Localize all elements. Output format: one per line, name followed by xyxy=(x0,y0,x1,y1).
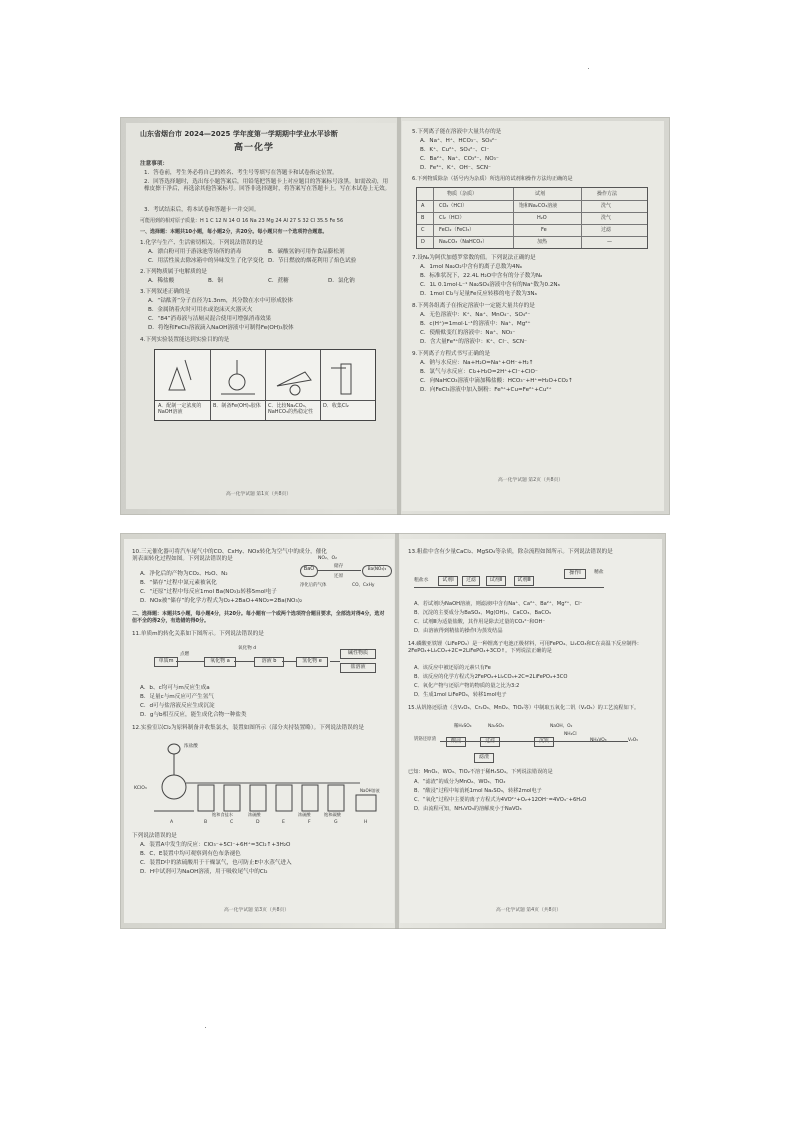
option: D．H中试剂可为NaOH溶液，用于吸收尾气中的Cl₂ xyxy=(140,869,268,875)
option: C．用活性炭去除冰箱中的异味发生了化学变化 xyxy=(148,258,264,264)
option: B．该反应的化学方程式为2FePO₄+Li₂CO₃+2C=2LiFePO₄+3CO xyxy=(414,674,568,680)
exam-photo-bottom xyxy=(120,533,666,929)
option: B．铜 xyxy=(208,278,224,284)
page-footer: 高一化学试题 第4页（共8页） xyxy=(496,908,562,913)
apparatus-label: 饱和碳酸 xyxy=(324,812,341,817)
apparatus-label: KClO₃ xyxy=(134,786,147,791)
flow-node xyxy=(480,737,500,747)
table-cell: A xyxy=(421,203,425,209)
question-stem: 9.下列离子方程式书写正确的是 xyxy=(412,351,491,357)
diagram-label: 净化后的气体 xyxy=(300,583,327,588)
option: A．净化后的产物为CO₂、H₂O、N₂ xyxy=(140,571,228,577)
scan-speck xyxy=(205,1027,206,1028)
table-cell: 饱和Na₂CO₃溶液 xyxy=(519,203,558,209)
apparatus-label: 浓盐酸 xyxy=(184,744,198,749)
question-stem: 12.实验室以Cl₂为原料制备并收集氯水，装置如图所示（部分夹持装置略）。下列说法错误的是 xyxy=(132,725,364,731)
option: B．标准状况下，22.4L H₂O中含有的分子数为Nₐ xyxy=(420,273,543,279)
section-heading: 二、选择题：本题共5小题，每小题4分，共20分。每小题有一个或两个选项符合题目要求，全部选对得4分，选对但不全的得2分，有选错的得0分。 xyxy=(132,611,385,624)
flow-label: NH₄Cl xyxy=(564,732,577,737)
apparatus-label: NaOH溶液 xyxy=(360,788,380,793)
flow-label: 钒铬还原渣 xyxy=(414,737,436,742)
option: D．含大量Fe³⁺的溶液中：K⁺、Cl⁻、SCN⁻ xyxy=(420,339,528,345)
q12-apparatus-figure xyxy=(134,739,390,831)
question-stem: 10.三元催化器可将汽车尾气中的CO、CxHy、NOx转化为空气中的成分，催化剂表面转化过程如图。下列说法错误的是 xyxy=(132,549,327,562)
apparatus-letter: E xyxy=(282,820,285,825)
apparatus-letter: C xyxy=(230,820,234,825)
question-stem: 6.下列物质除杂（括号内为杂质）所选用的试剂和操作方法均正确的是 xyxy=(412,176,573,182)
flow-node: 过滤 xyxy=(462,576,480,586)
option: C．1L 0.1mol·L⁻¹ Na₂SO₄溶液中含有的Na⁺数为0.2Nₐ xyxy=(420,282,560,288)
option: B．沉淀的主要成分为BaSO₄、Mg(OH)₂、CaCO₃、BaCO₃ xyxy=(414,610,551,616)
option: A．装置A中发生的反应：ClO₃⁻+5Cl⁻+6H⁺=3Cl₂↑+3H₂O xyxy=(140,842,291,848)
table-cell: FeCl₂（FeCl₃） xyxy=(439,227,475,233)
question-stem: 8.下列各组离子在指定溶液中一定能大量共存的是 xyxy=(412,303,535,309)
option: A．1mol Na₂O₂中含有的离子总数为4Nₐ xyxy=(420,264,522,270)
option: D．Fe³⁺、K⁺、OH⁻、SCN⁻ xyxy=(420,165,492,171)
question-stem: 14.磷酸亚铁锂（LiFePO₄）是一种锂离子电池正极材料，可用FePO₄、Li₂CO₃和C在高温下反应制得：2FePO₄+Li₂CO₃+2C=2LiFePO₄+3CO↑。下列说法正确的是 xyxy=(408,641,642,654)
apparatus-letter: H xyxy=(364,820,368,825)
option: D．由流程可知，NH₄VO₃的溶解度小于NaVO₃ xyxy=(414,806,522,812)
q11-flow-diagram xyxy=(154,643,384,683)
diagram-label: NO₂、O₂ xyxy=(318,556,337,561)
option: A．b、c均可与m反应生成a xyxy=(140,685,210,691)
options-intro: 下列说法错误的是 xyxy=(132,833,177,839)
apparatus-label: 浓硫酸 xyxy=(298,812,311,817)
note-item: 1．答卷前，考生务必将自己的姓名、考生号等填写在答题卡和试卷指定位置。 xyxy=(144,170,338,176)
option: D．由溶液得到精盐的操作Ⅰ为蒸发结晶 xyxy=(414,628,503,634)
question-note: 已知：MnO₂、WO₃、TiO₂不溶于稀H₂SO₄。下列说法错误的是 xyxy=(408,769,553,775)
diagram-label: Ba(NO₃)₂ xyxy=(362,565,392,577)
flow-node: 试剂Ⅲ xyxy=(514,576,534,586)
option: C．蔗糖 xyxy=(268,278,289,284)
option: B．碳酸氢钠可用作食品膨松剂 xyxy=(268,249,345,255)
option: D．将饱和FeCl₃溶液滴入NaOH溶液中可制得Fe(OH)₃胶体 xyxy=(148,325,294,331)
flow-node: 溶液 b xyxy=(254,657,284,667)
question-stem: 13.粗盐中含有少量CaCl₂、MgSO₄等杂质，除杂流程如图所示。下列说法错误的是 xyxy=(408,549,613,555)
flow-node: 氢化物 e xyxy=(296,657,328,667)
q4-label: A．配制一定浓度的NaOH溶液 xyxy=(158,403,202,415)
table-cell: Na₂CO₃（NaHCO₃） xyxy=(439,239,488,245)
option: A．无色溶液中：K⁺、Na⁺、MnO₄⁻、SO₄²⁻ xyxy=(420,312,531,318)
flow-node: 操作Ⅰ xyxy=(564,569,586,579)
table-cell: 过滤 xyxy=(601,227,612,233)
option: C．试剂Ⅲ为适量盐酸，其作用是除去过量的CO₃²⁻和OH⁻ xyxy=(414,619,546,625)
q4-label: C．比较Na₂CO₃、NaHCO₃的热稳定性 xyxy=(268,403,313,415)
table-cell: C xyxy=(421,227,425,233)
option: D．1mol Cl₂与足量Fe反应转移的电子数为3Nₐ xyxy=(420,291,537,297)
q4-label: D．收集Cl₂ xyxy=(323,403,349,409)
page-footer: 高一化学试题 第2页（共8页） xyxy=(498,478,564,483)
option: C．d可与盐溶液反应生成沉淀 xyxy=(140,703,215,709)
section-heading: 一、选择题：本题共10小题，每小题2分，共20分。每小题只有一个选项符合题意。 xyxy=(140,229,328,235)
flow-label: NaOH、O₂ xyxy=(550,724,573,729)
table-cell: B xyxy=(421,215,425,221)
table-header: 物质（杂质） xyxy=(447,191,478,197)
question-stem: 3.下列叙述正确的是 xyxy=(140,289,191,295)
table-cell: Cl₂（HCl） xyxy=(439,215,465,221)
q6-table xyxy=(416,187,648,249)
flow-node xyxy=(446,737,466,747)
flow-label: 精盐 xyxy=(594,570,604,575)
diagram-label: CO、CxHy xyxy=(352,583,375,588)
diagram-label: 储存 xyxy=(334,564,344,569)
option: C．Ba²⁺、Na⁺、CO₃²⁻、NO₃⁻ xyxy=(420,156,499,162)
flow-node: 试剂Ⅰ xyxy=(438,576,458,586)
q4-label: B．制备Fe(OH)₃胶体 xyxy=(213,403,261,409)
option: A．若试剂Ⅰ为NaOH溶液，则滤液Ⅰ中含有Na⁺、Ca²⁺、Ba²⁺、Mg²⁺、Cl⁻ xyxy=(414,601,583,607)
apparatus-letter: G xyxy=(334,820,338,825)
option: D．生成1mol LiFePO₄，转移1mol电子 xyxy=(414,692,507,698)
exam-title: 高一化学 xyxy=(234,143,275,153)
option: B．足量c与m反应可产生氢气 xyxy=(140,694,214,700)
q13-flow-diagram xyxy=(414,565,650,599)
option: B．氯气与水反应：Cl₂+H₂O=2H⁺+Cl⁻+ClO⁻ xyxy=(420,369,538,375)
option: B．K⁺、Cu²⁺、SO₄²⁻、Cl⁻ xyxy=(420,147,490,153)
q4-apparatus-figure xyxy=(154,349,376,421)
flow-label: 点燃 xyxy=(180,652,190,657)
apparatus-drawings xyxy=(155,350,375,400)
note-item: 3．考试结束后，将本试卷和答题卡一并交回。 xyxy=(144,207,260,213)
page-gutter xyxy=(397,117,401,515)
flow-node: 滤渣 xyxy=(474,753,494,763)
flow-node: 单质m xyxy=(154,657,178,667)
table-cell: 洗气 xyxy=(601,215,612,221)
option: D．NOx被“储存”的化学方程式为O₂+2BaO+4NO₂=2Ba(NO₃)₂ xyxy=(140,598,303,604)
apparatus-label: 饱和食盐水 xyxy=(212,812,233,817)
exam-page-2 xyxy=(402,121,664,511)
apparatus-label: 浓硫酸 xyxy=(248,812,261,817)
question-stem: 2.下列物质属于电解质的是 xyxy=(140,269,207,275)
exam-page-3 xyxy=(124,539,394,923)
apparatus-letter: D xyxy=(256,820,260,825)
option: A．稀盐酸 xyxy=(148,278,175,284)
option: D．节日燃放的烟花利用了焰色试验 xyxy=(268,258,357,264)
option: A．钠与水反应：Na+H₂O=Na⁺+OH⁻+H₂↑ xyxy=(420,360,534,366)
option: C．“还原”过程中每反应1mol Ba(NO₃)₂转移5mol电子 xyxy=(140,589,277,595)
flow-label: 粗盐水 xyxy=(414,578,429,583)
question-stem: 15.从钒铬还原渣（含V₂O₃、Cr₂O₃、MnO₂、TiO₂等）中制取五氧化二钒（V₂O₅）的工艺流程如下。 xyxy=(408,705,640,711)
note-item: 2．回答选择题时，选出每小题答案后，用铅笔把答题卡上对应题目的答案标号涂黑。如需改动，用橡皮擦干净后，再选涂其他答案标号。回答非选择题时，将答案写在答题卡上。写在本试卷上无效。 xyxy=(144,179,391,192)
question-stem: 11.单质m的转化关系如下图所示。下列说法错误的是 xyxy=(132,631,264,637)
notes-heading: 注意事项： xyxy=(140,161,168,167)
page-footer: 高一化学试题 第3页（共8页） xyxy=(224,908,290,913)
option: A．Na⁺、H⁺、HCO₃⁻、SO₄²⁻ xyxy=(420,138,498,144)
q15-flow-diagram xyxy=(414,723,654,767)
table-cell: — xyxy=(607,239,612,245)
option: C．“氧化”过程中主要的离子方程式为4VO²⁺+O₂+12OH⁻=4VO₃⁻+6H₂O xyxy=(414,797,587,803)
option: B．c(H⁺)=1mol·L⁻¹的溶液中：Na⁺、Mg²⁺ xyxy=(420,321,531,327)
option: A．该反应中被还原的元素只有Fe xyxy=(414,665,491,671)
flow-node xyxy=(534,737,554,747)
scan-speck xyxy=(588,68,589,69)
table-cell: H₂O xyxy=(537,215,547,221)
table-cell: 加热 xyxy=(537,239,548,245)
option: C．装置D中的浓硫酸用于干燥氯气，也可防止E中水蒸气进入 xyxy=(140,860,292,866)
option: B．金属钠着火时可用水或泡沫灭火器灭火 xyxy=(148,307,253,313)
table-header: 操作方法 xyxy=(597,191,618,197)
table-cell: CO₂（HCl） xyxy=(439,203,468,209)
option: C．“84”消毒液与洁厕灵混合使用可增强消毒效果 xyxy=(148,316,272,322)
q10-diagram xyxy=(300,555,390,591)
option: B．“酸浸”过程中每消耗1mol Na₂SO₃，转移2mol电子 xyxy=(414,788,542,794)
apparatus-letter: B xyxy=(204,820,208,825)
exam-page-4 xyxy=(400,539,662,923)
apparatus-letter: F xyxy=(308,820,311,825)
flow-label: 氧化物 d xyxy=(238,646,257,651)
exam-header: 山东省烟台市 2024—2025 学年度第一学期期中学业水平诊断 xyxy=(140,130,338,138)
diagram-label: BaO xyxy=(300,565,318,577)
question-stem: 1.化学与生产、生活密切相关。下列说法错误的是 xyxy=(140,240,263,246)
atomic-masses: 可能用到的相对原子质量：H 1 C 12 N 14 O 16 Na 23 Mg 24 Al 27 S 32 Cl 35.5 Fe 56 xyxy=(140,218,344,224)
apparatus-letter: A xyxy=(170,820,174,825)
table-cell: Fe xyxy=(541,227,547,233)
option: B．C、E装置中均可观察到有色布条褪色 xyxy=(140,851,241,857)
option: D．氯化钠 xyxy=(328,278,355,284)
table-header: 试剂 xyxy=(535,191,546,197)
flow-label: 稀H₂SO₄ xyxy=(454,724,472,729)
option: C．向NaHCO₃溶液中滴加稀盐酸：HCO₃⁻+H⁺=H₂O+CO₂↑ xyxy=(420,378,573,384)
table-cell: D xyxy=(421,239,425,245)
question-stem: 5.下列离子能在溶液中大量共存的是 xyxy=(412,129,502,135)
flow-node: 盐溶液 xyxy=(340,663,376,673)
option: A．“滤渣”的成分为MnO₂、WO₃、TiO₂ xyxy=(414,779,506,785)
option: D．向FeCl₃溶液中加入铜粉：Fe³⁺+Cu=Fe²⁺+Cu²⁺ xyxy=(420,387,552,393)
flow-node: 试剂Ⅱ xyxy=(486,576,506,586)
flow-label: Na₂SO₃ xyxy=(488,724,504,729)
page-footer: 高一化学试题 第1页（共8页） xyxy=(226,492,292,497)
page-gutter xyxy=(395,533,399,929)
option: C．氧化产物与还原产物的物质的量之比为3:2 xyxy=(414,683,520,689)
option: B．“储存”过程中氮元素被氧化 xyxy=(140,580,217,586)
flow-node: 碱性物质 xyxy=(340,649,376,659)
option: A．“钴酞菁”分子直径为1.3nm，其分散在水中可形成胶体 xyxy=(148,298,293,304)
diagram-label: 还原 xyxy=(334,574,344,579)
option: D．g与b相互反应，能生成化合物一种盐类 xyxy=(140,712,247,718)
question-stem: 4.下列实验装置能达到实验目的的是 xyxy=(140,337,230,343)
exam-page-1 xyxy=(126,123,396,509)
option: C．使酚酞变红的溶液中：Na⁺、NO₃⁻ xyxy=(420,330,516,336)
flow-label: V₂O₅ xyxy=(628,738,638,743)
question-stem: 7.设Nₐ为阿伏加德罗常数的值。下列说法正确的是 xyxy=(412,255,536,261)
option: A．漂白粉可用于游泳池等场所的消毒 xyxy=(148,249,242,255)
exam-photo-top xyxy=(120,117,670,515)
apparatus-drawings xyxy=(134,739,390,819)
table-cell: 洗气 xyxy=(601,203,612,209)
flow-node: 氧化物 a xyxy=(204,657,236,667)
